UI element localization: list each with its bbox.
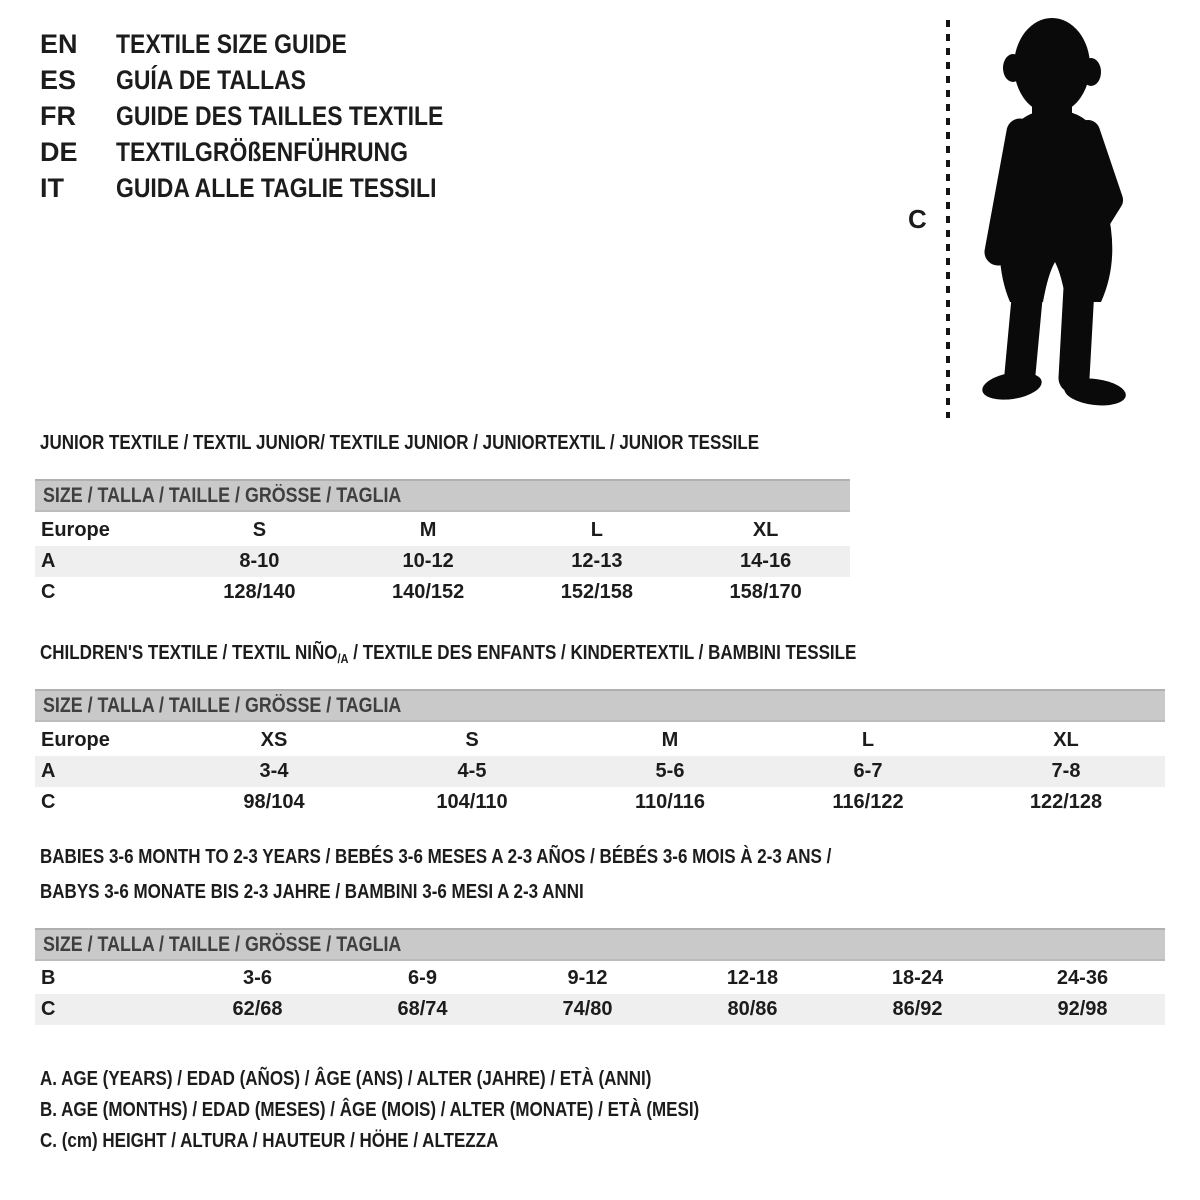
table-cell: 24-36 [1056,967,1109,989]
table-cell: 8-10 [239,550,280,572]
table-cell: 6-9 [408,967,437,989]
table-cell: 68/74 [397,998,448,1020]
table-cell: 110/116 [634,791,706,813]
table-cell: M [419,519,437,541]
table-cell: 3-4 [259,760,289,782]
table-cell: XL [752,519,779,541]
table-cell: 3-6 [243,967,272,989]
page-title-it: GUIDA ALLE TAGLIE TESSILI [116,172,437,203]
table-cell: 116/122 [832,791,904,813]
legend-line-a: A. AGE (YEARS) / EDAD (AÑOS) / ÂGE (ANS) / ALTER (JAHRE) / ETÀ (ANNI) [40,1068,652,1090]
children-size-header-bar [35,689,1165,722]
children-section-title: CHILDREN'S TEXTILE / TEXTIL $NIÑO_{/A}$ / TEXTILE DES ENFANTS / KINDERTEXTIL / BAMBINI TESSILE [40,642,857,666]
language-code: IT [40,172,64,203]
size-header-label: SIZE / TALLA / TAILLE / GRÖSSE / TAGLIA [43,932,402,956]
table-cell: 158/170 [729,581,802,603]
table-row [35,963,1165,994]
table-row [35,787,1165,818]
table-cell: 7-8 [1051,760,1081,782]
language-title-block [40,26,501,206]
table-cell: 104/110 [436,791,508,813]
babies-size-table [35,963,1165,1025]
language-row [40,62,501,98]
table-row [35,546,850,577]
table-cell: L [590,519,603,541]
table-cell: 6-7 [853,760,883,782]
table-cell: 140/152 [391,581,465,603]
table-cell: 10-12 [402,550,454,572]
table-cell: L [861,729,875,751]
table-cell: 80/86 [727,998,778,1020]
language-row [40,170,501,206]
page-title: TEXTILE SIZE GUIDE [116,28,347,59]
height-measure-line-icon [944,18,952,420]
table-row [35,756,1165,787]
junior-size-table [35,515,850,608]
language-row [40,134,501,170]
language-row [40,98,501,134]
babies-section-title: BABIES 3-6 MONTH TO 2-3 YEARS / BEBÉS 3-6 MESES A 2-3 AÑOS / BÉBÉS 3-6 MOIS À 2-3 ANS / BABYS 3-6 MONATE BIS 2-3 JAHRE / BAMBINI 3-6 MESI A 2-3 ANNI [40,846,832,903]
table-cell: S [252,519,267,541]
page-title-es: GUÍA DE TALLAS [116,64,306,95]
size-header-label: SIZE / TALLA / TAILLE / GRÖSSE / TAGLIA [43,693,402,717]
legend-line-b: B. AGE (MONTHS) / EDAD (MESES) / ÂGE (MOIS) / ALTER (MONATE) / ETÀ (MESI) [40,1099,700,1121]
babies-size-header-bar [35,928,1165,961]
language-code: EN [40,28,78,59]
language-code: FR [40,100,76,131]
table-cell: 18-24 [891,967,944,989]
table-cell: 74/80 [562,998,613,1020]
table-cell: 92/98 [1057,998,1108,1020]
table-cell: 4-5 [457,760,487,782]
height-measure-label: C [908,204,927,234]
row-label: Europe [41,729,110,751]
row-label: C [41,791,56,813]
language-code: ES [40,64,77,95]
junior-size-header-bar [35,479,850,512]
table-cell: 14-16 [740,550,792,572]
table-cell: 12-13 [571,550,623,572]
junior-section-title: JUNIOR TEXTILE / TEXTIL JUNIOR/ TEXTILE JUNIOR / JUNIORTEXTIL / JUNIOR TESSILE [40,432,760,454]
row-label: A [41,760,56,782]
language-code: DE [40,136,78,167]
table-row [35,515,850,546]
table-cell: 86/92 [892,998,943,1020]
page-title-fr: GUIDE DES TAILLES TEXTILE [116,100,444,131]
size-header-label: SIZE / TALLA / TAILLE / GRÖSSE / TAGLIA [43,483,402,507]
row-label: C [41,998,56,1020]
table-cell: 152/158 [560,581,634,603]
row-label: A [41,550,56,572]
baby-silhouette-icon [958,12,1136,414]
row-label: Europe [41,519,110,541]
language-row [40,26,501,62]
table-cell: 5-6 [655,760,685,782]
table-row [35,994,1165,1025]
row-label: B [41,967,56,989]
table-cell: XL [1053,729,1079,751]
legend-line-c: C. (cm) HEIGHT / ALTURA / HAUTEUR / HÖHE / ALTEZZA [40,1130,499,1152]
table-cell: 62/68 [232,998,283,1020]
measurement-legend [40,1064,816,1157]
table-cell: 128/140 [223,581,296,603]
row-label: C [41,581,56,603]
table-cell: M [661,729,679,751]
page-title-de: TEXTILGRÖßENFÜHRUNG [116,136,408,167]
table-cell: 9-12 [567,967,608,989]
table-cell: XS [260,729,288,751]
table-cell: S [465,729,479,751]
table-row [35,725,1165,756]
table-cell: 122/128 [1029,791,1103,813]
table-row [35,577,850,608]
table-cell: 98/104 [243,791,305,813]
children-size-table [35,725,1165,818]
table-cell: 12-18 [726,967,779,989]
nino-a-subscript: /A [337,651,349,666]
